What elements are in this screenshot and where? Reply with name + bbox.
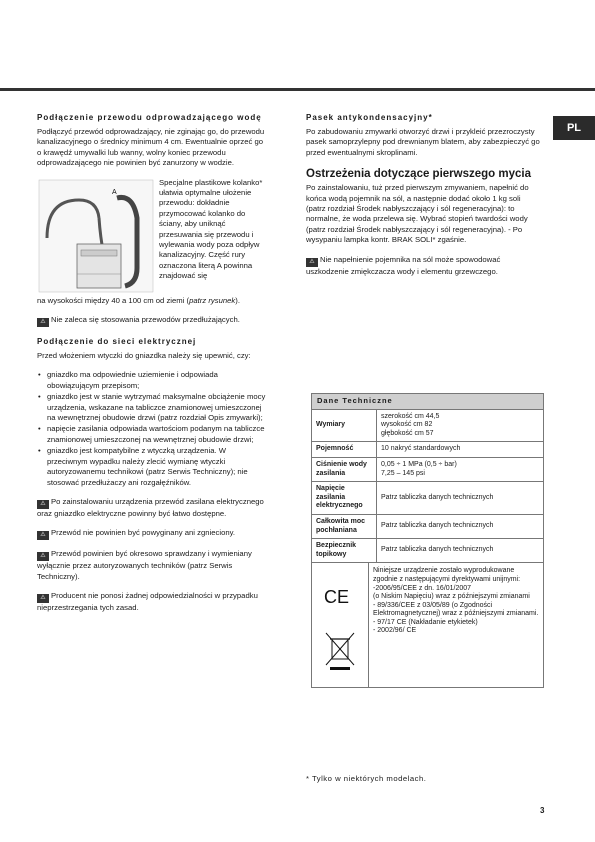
cert-text: Niniejsze urządzenie zostało wyprodukowane zgodnie z następującymi dyrektywami unijnymi: -2006/95/CEE z dn. 16/01/2007 (o Niskim Napięciu) wraz z późniejszymi zmianami - 89/336/CEE z 03/05/89 (o Zgodności Elektromagnetycznej) wraz z późniejszymi zmianami. - 97/17 CE (Nakładanie etykietek) - 2002/96/ CE [373, 567, 539, 635]
table-value: szerokość cm 44,5 wysokość cm 82 głębokość cm 57 [381, 412, 440, 437]
drain-warning-text: Nie zaleca się stosowania przewodów przedłużających. [51, 315, 240, 325]
warning-bent [37, 528, 267, 540]
technical-data-table [311, 393, 544, 688]
warning-liability [37, 591, 267, 613]
electrical-checklist [37, 370, 267, 487]
table-row [312, 563, 543, 687]
drain-paragraph: Podłączyć przewód odprowadzający, nie zginając go, do przewodu kanalizacyjnego o średnicy minimum 4 cm. Ewentualnie oprzeć go o krawędź umywalki lub wanny, wolny koniec przewodu odprowadzającego nie powinien być zanurzony w wodzie. [37, 127, 265, 168]
page-number: 3 [540, 806, 545, 815]
first-wash-warning-text: Nie napełnienie pojemnika na sól może spowodować uszkodzenie zmiękczacza wody i elementu grzewczego. [306, 254, 501, 276]
drain-figure-block [37, 178, 267, 296]
warning-icon: ⚠ [306, 258, 318, 267]
table-key: Całkowita moc pochłaniana [312, 515, 377, 538]
table-value: Patrz tabliczka danych technicznych [381, 546, 494, 554]
language-tab: PL [553, 116, 595, 140]
drain-heading: Podłączenie przewodu odprowadzającego wodę [37, 113, 262, 122]
electrical-intro: Przed włożeniem wtyczki do gniazdka należy się upewnić, czy: [37, 351, 251, 361]
table-row [312, 442, 543, 458]
figure-label-a: A [112, 188, 117, 196]
warning-check [37, 549, 267, 582]
warning-icon: ⚠ [37, 531, 49, 540]
crossed-bin-icon [326, 633, 354, 670]
strip-paragraph: Po zabudowaniu zmywarki otworzyć drzwi i przykleić przezroczysty pasek samoprzylepny pod drewnianym blatem, aby zabezpieczyć go przed ewentualnymi skroplinami. [306, 127, 540, 157]
table-row [312, 458, 543, 482]
warning-icon: ⚠ [37, 318, 49, 327]
drain-height-text: na wysokości między 40 a 100 cm od ziemi ( [37, 295, 190, 305]
table-value: 10 nakryć standardowych [381, 445, 461, 453]
table-key: Pojemność [312, 442, 377, 457]
right-column [306, 112, 542, 286]
drain-height-end: ). [235, 295, 240, 305]
first-wash-paragraph: Po zainstalowaniu, tuż przed pierwszym zmywaniem, napełnić do końca wodą pojemnik na sól, a następnie dodać około 1 kg soli (patrz rozdział Środek nabłyszczający i sól regeneracyjna): to normalne, że woda przelewa się. Wybrać stopień twardości wody (patrz rozdział Środek nabłyszczający i sól regeneracyjna). - Po wysypaniu lampka kontr. BRAK SOLI* zgaśnie. [306, 183, 529, 245]
header-rule [0, 88, 595, 91]
table-value: Patrz tabliczka danych technicznych [381, 522, 494, 530]
table-key: Bezpiecznik topikowy [312, 539, 377, 562]
strip-heading: Pasek antykondensacyjny* [306, 113, 433, 122]
table-row [312, 482, 543, 515]
table-value: 0,05 ÷ 1 MPa (0,5 ÷ bar) 7,25 – 145 psi [381, 460, 457, 477]
footnote: * Tylko w niektórych modelach. [306, 774, 427, 783]
electrical-heading: Podłączenie do sieci elektrycznej [37, 337, 197, 347]
warning-text: Po zainstalowaniu urządzenia przewód zasilana elektrycznego oraz gniazdko elektryczne powinny być łatwo dostępne. [37, 496, 264, 518]
table-row [312, 515, 543, 539]
figure-caption: Specjalne plastikowe kolanko* ułatwia optymalne ułożenie przewodu: dokładnie przymocować kolanko do ściany, aby uniknąć przesuwania się przewodu i wylewania wody poza odpływ kanalizacyjny. Część rury oznaczona literą A powinna znajdować się [159, 177, 263, 281]
warning-text: Producent nie ponosi żadnej odpowiedzialności w przypadku nieprzestrzegania tych zasad. [37, 591, 258, 613]
warning-icon: ⚠ [37, 594, 49, 603]
warning-accessible [37, 497, 267, 519]
table-value: Patrz tabliczka danych technicznych [381, 493, 494, 501]
list-item: • gniazdko jest w stanie wytrzymać maksymalne obciążenie mocy urządzenia, wskazane na tabliczce znamionowej umieszczonej na wewnętrznej obudowie drzwi (patrz rozdział Opis zmywarki); [47, 392, 267, 423]
cert-symbols [312, 563, 369, 687]
table-row [312, 539, 543, 563]
top-band [0, 0, 595, 88]
drain-height-paragraph [37, 296, 267, 306]
list-item: • gniazdko jest kompatybilne z wtyczką urządzenia. W przeciwnym wypadku należy zlecić wymianę wtyczki autoryzowanemu technikowi (patrz Serwis Techniczny); nie stosować przedłużaczy ani rozgałęźników. [47, 446, 267, 488]
warning-icon: ⚠ [37, 500, 49, 509]
table-heading: Dane Techniczne [312, 394, 543, 410]
table-key: Wymiary [312, 410, 377, 442]
first-wash-heading: Ostrzeżenia dotyczące pierwszego mycia [306, 168, 531, 181]
ce-mark-icon: CE [324, 587, 350, 608]
table-key: Ciśnienie wody zasilania [312, 458, 377, 481]
table-key: Napięcie zasilania elektrycznego [312, 482, 377, 514]
drain-hose-illustration [37, 178, 155, 294]
warning-text: Przewód nie powinien być powyginany ani zgnieciony. [51, 528, 236, 538]
warning-text: Przewód powinien być okresowo sprawdzany i wymieniany wyłącznie przez autoryzowanych techników (patrz Serwis Techniczny). [37, 549, 252, 581]
left-column [37, 112, 267, 623]
list-item: • gniazdko ma odpowiednie uziemienie i odpowiada obowiązującym przepisom; [47, 370, 267, 391]
drain-warning [37, 315, 267, 327]
list-item: • napięcie zasilania odpowiada wartościom podanym na tabliczce znamionowej umieszczonej na wewnętrznej obudowie drzwi; [47, 424, 267, 445]
first-wash-warning [306, 255, 542, 277]
drain-height-ref: patrz rysunek [189, 295, 236, 305]
table-row [312, 410, 543, 443]
warning-icon: ⚠ [37, 552, 49, 561]
cert-symbols-svg [312, 563, 368, 683]
